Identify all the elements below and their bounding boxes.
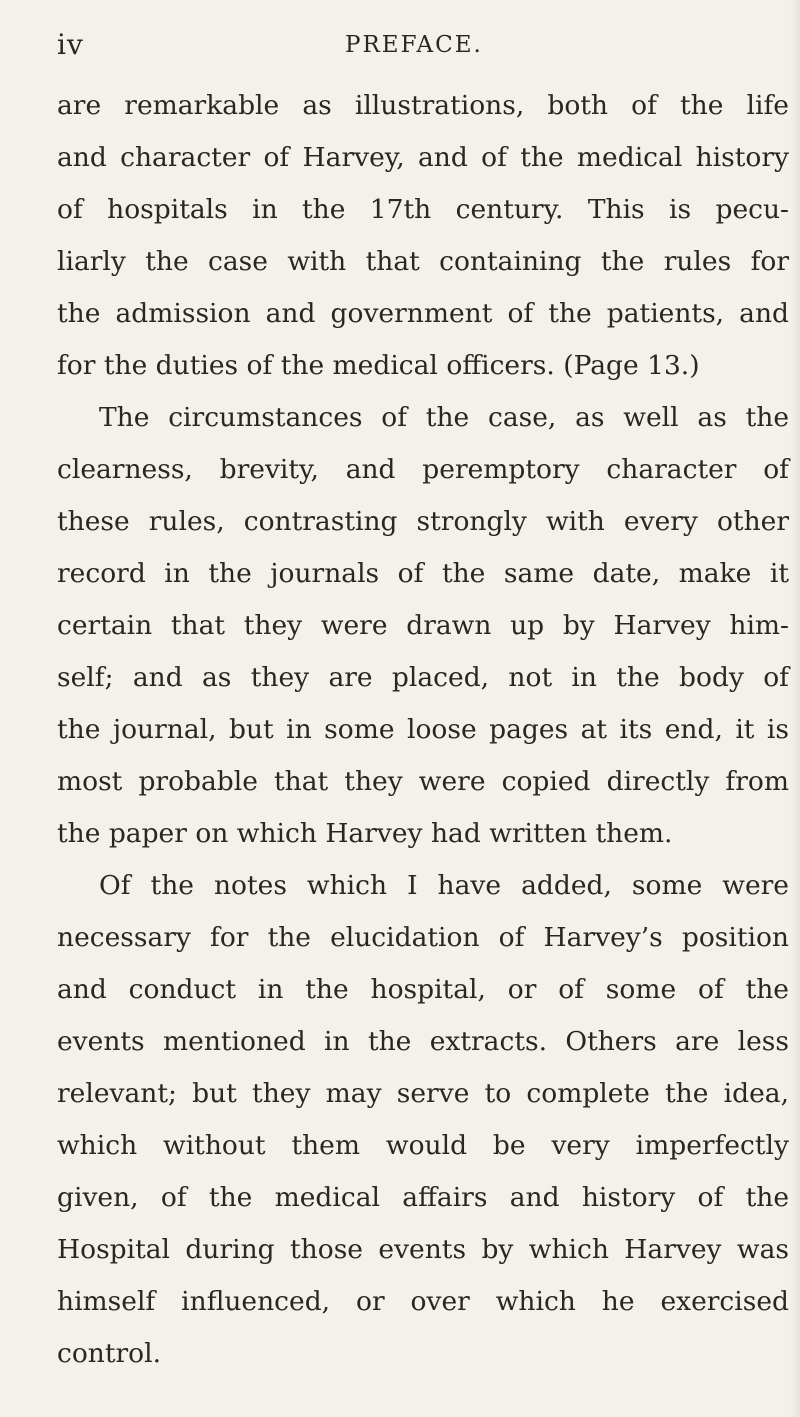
text-line: relevant; but they may serve to complete the idea, xyxy=(57,1078,789,1109)
running-head xyxy=(57,28,777,62)
text-line: control. xyxy=(57,1338,162,1369)
text-line: necessary for the elucidation of Harvey’s position xyxy=(57,922,789,953)
paragraph-start-line: The circumstances of the case, as well as the xyxy=(99,402,789,433)
page-number: iv xyxy=(57,28,84,61)
text-line: clearness, brevity, and peremptory character of xyxy=(57,454,789,485)
text-line: the paper on which Harvey had written them. xyxy=(57,818,673,849)
text-line: the admission and government of the patients, and xyxy=(57,298,789,329)
text-line: these rules, contrasting strongly with every other xyxy=(57,506,789,537)
text-line: are remarkable as illustrations, both of the life xyxy=(57,90,789,121)
paragraph-start-line: Of the notes which I have added, some were xyxy=(99,870,789,901)
text-line: and conduct in the hospital, or of some of the xyxy=(57,974,789,1005)
text-line: for the duties of the medical officers. (Page 13.) xyxy=(57,350,700,381)
text-line: self; and as they are placed, not in the body of xyxy=(57,662,789,693)
body-text xyxy=(57,80,789,1380)
text-line: most probable that they were copied directly from xyxy=(57,766,789,797)
running-title: PREFACE. xyxy=(345,32,483,58)
text-line: Hospital during those events by which Harvey was xyxy=(57,1234,789,1265)
text-line: certain that they were drawn up by Harvey him- xyxy=(57,610,789,641)
text-line: and character of Harvey, and of the medical history xyxy=(57,142,789,173)
text-line: which without them would be very imperfectly xyxy=(57,1130,789,1161)
page-edge-shadow xyxy=(790,0,800,1417)
text-line: liarly the case with that containing the rules for xyxy=(57,246,789,277)
text-line: the journal, but in some loose pages at its end, it is xyxy=(57,714,789,745)
text-line: himself influenced, or over which he exercised xyxy=(57,1286,789,1317)
text-line: events mentioned in the extracts. Others are less xyxy=(57,1026,789,1057)
text-line: given, of the medical affairs and history of the xyxy=(57,1182,789,1213)
text-line: of hospitals in the 17th century. This is pecu- xyxy=(57,194,789,225)
text-line: record in the journals of the same date, make it xyxy=(57,558,789,589)
